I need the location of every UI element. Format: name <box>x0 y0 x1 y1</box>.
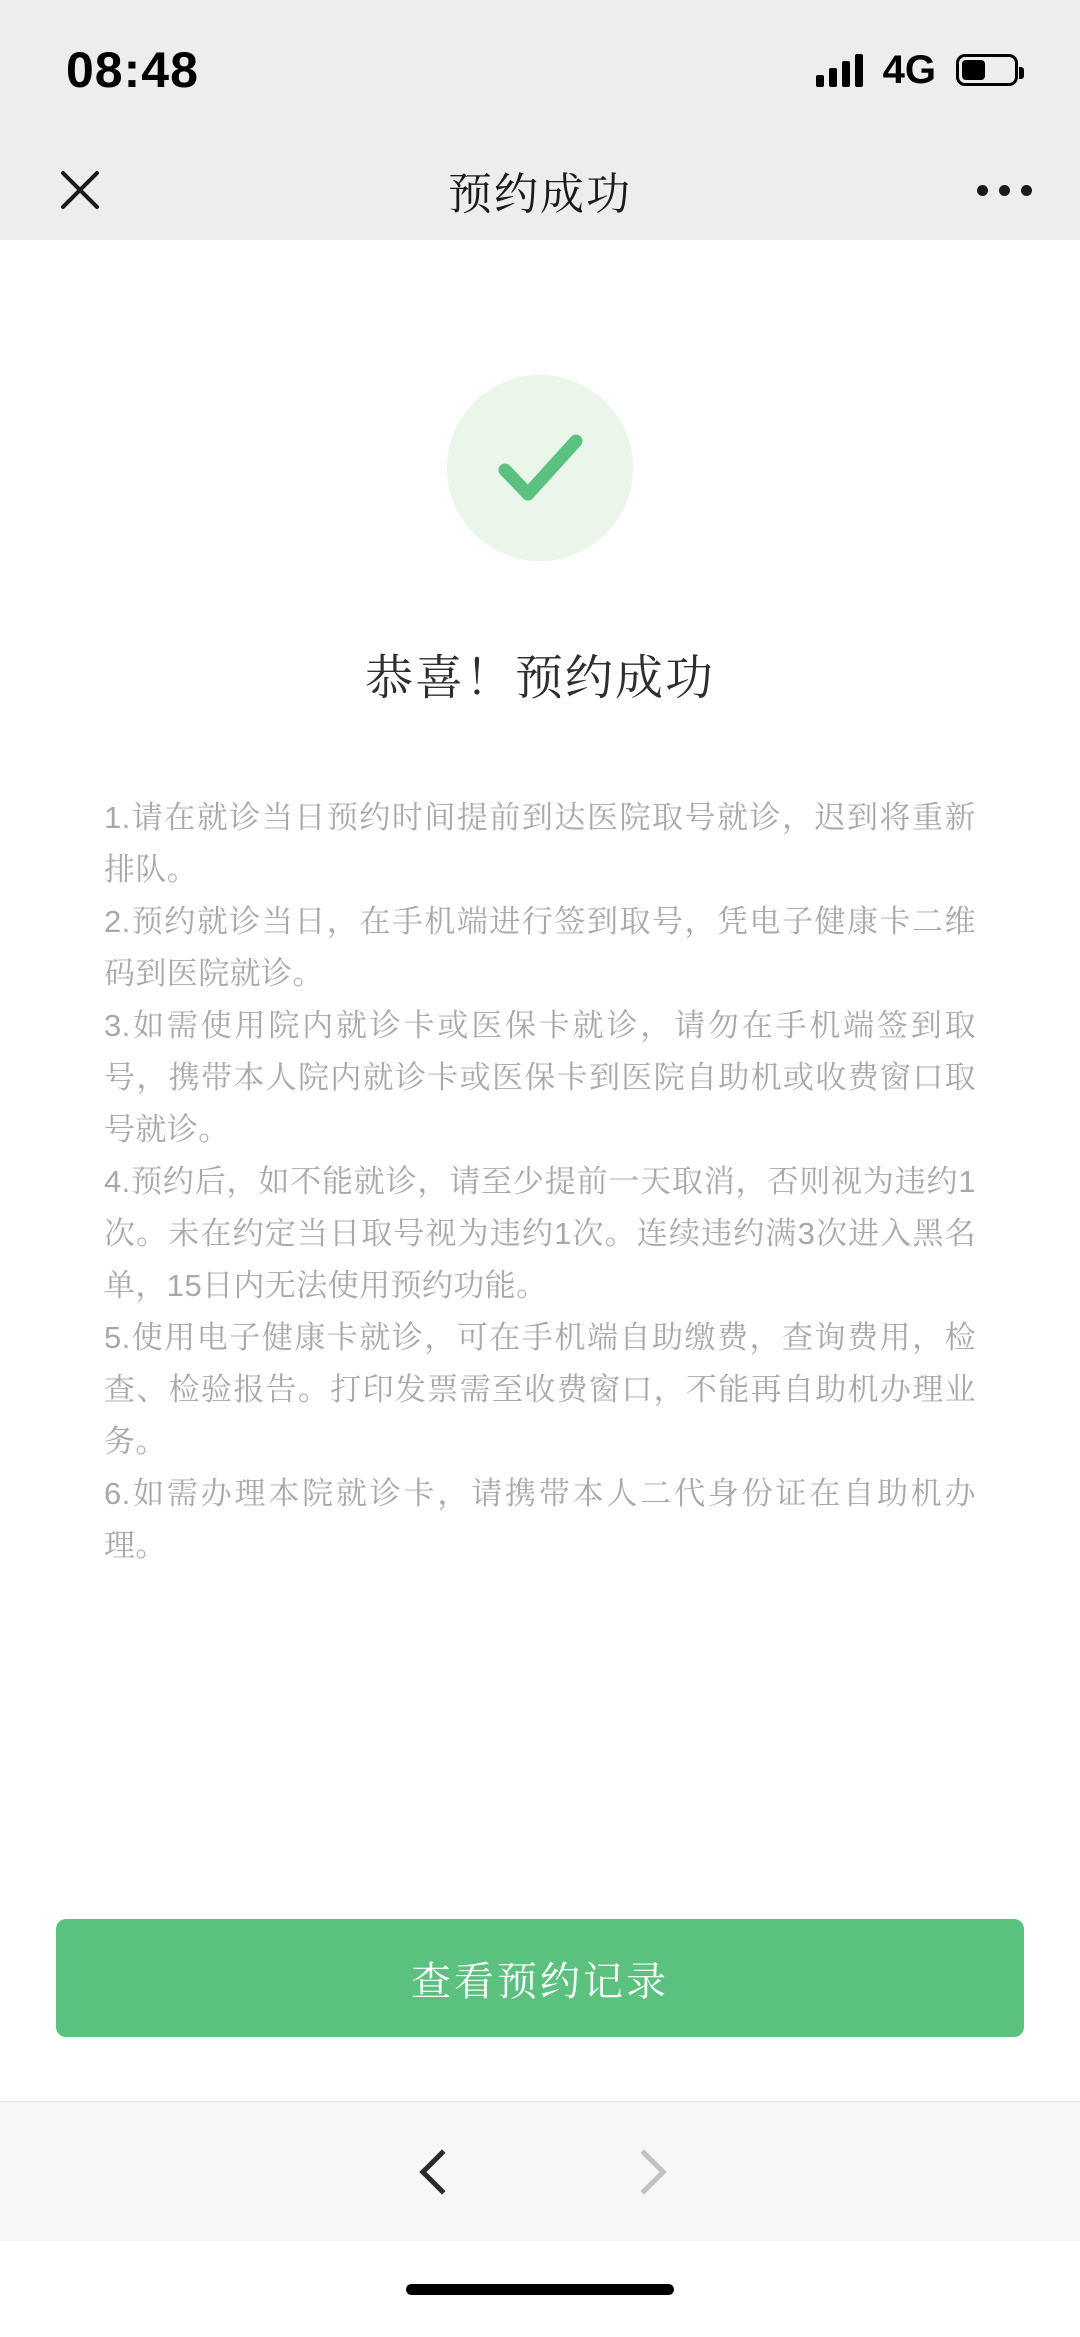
network-type-label: 4G <box>882 47 936 92</box>
chevron-left-icon[interactable] <box>414 2149 460 2195</box>
chevron-right-icon[interactable] <box>620 2149 666 2195</box>
list-item: 6.如需办理本院就诊卡，请携带本人二代身份证在自助机办理。 <box>104 1476 976 1563</box>
browser-toolbar <box>0 2101 1080 2241</box>
nav-bar <box>0 140 1080 240</box>
status-indicators <box>816 48 1018 93</box>
status-time: 08:48 <box>66 42 199 98</box>
list-item: 3.如需使用院内就诊卡或医保卡就诊，请勿在手机端签到取号，携带本人院内就诊卡或医保卡到医院自助机或收费窗口取号就诊。 <box>104 1008 976 1147</box>
list-item: 5.使用电子健康卡就诊，可在手机端自助缴费，查询费用，检查、检验报告。打印发票需至收费窗口，不能再自助机办理业务。 <box>104 1320 976 1459</box>
signal-bars-icon <box>816 53 863 87</box>
check-circle-icon <box>447 375 633 561</box>
list-item: 4.预约后，如不能就诊，请至少提前一天取消，否则视为违约1次。未在约定当日取号视为违约1次。连续违约满3次进入黑名单，15日内无法使用预约功能。 <box>104 1164 976 1303</box>
notice-list <box>0 792 1080 1572</box>
action-area <box>0 1919 1080 2037</box>
more-options-icon[interactable] <box>977 185 1032 196</box>
main-content <box>0 240 1080 2101</box>
list-item: 1.请在就诊当日预约时间提前到达医院取号就诊，迟到将重新排队。 <box>104 800 976 887</box>
status-bar <box>0 0 1080 140</box>
list-item: 2.预约就诊当日，在手机端进行签到取号，凭电子健康卡二维码到医院就诊。 <box>104 904 976 991</box>
close-icon[interactable] <box>48 158 112 222</box>
page-title: 预约成功 <box>448 170 632 219</box>
home-indicator-area <box>0 2241 1080 2337</box>
view-appointment-records-button[interactable]: 查看预约记录 <box>56 1919 1024 2037</box>
battery-icon <box>956 54 1018 86</box>
home-indicator[interactable] <box>406 2284 674 2295</box>
success-title: 恭喜！预约成功 <box>364 652 715 705</box>
